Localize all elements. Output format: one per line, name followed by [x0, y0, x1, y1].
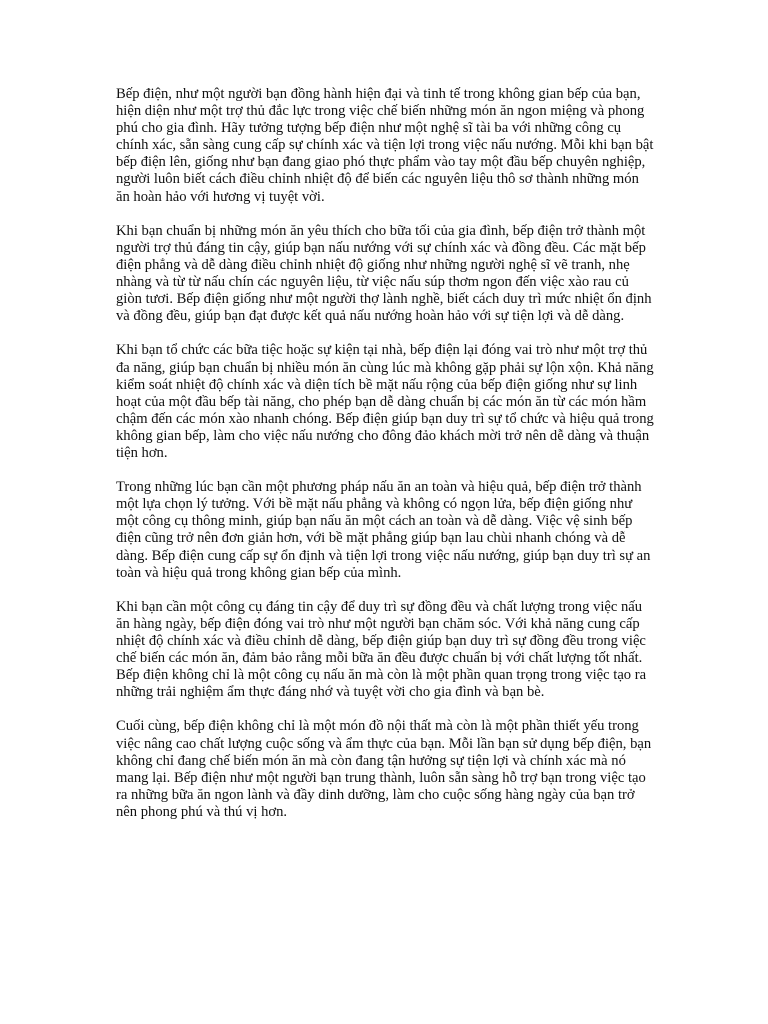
paragraph-5: Khi bạn cần một công cụ đáng tin cậy để duy trì sự đồng đều và chất lượng trong việc nấu ăn hàng ngày, bếp điện đóng vai trò như một người bạn chăm sóc. Với khả năng cung cấp nhiệt độ chính xác và điều chỉnh dễ dàng, bếp điện giúp bạn duy trì sự đồng đều trong việc chế biến các món ăn, đảm bảo rằng mỗi bữa ăn đều được chuẩn bị với chất lượng tốt nhất. Bếp điện không chỉ là một công cụ nấu ăn mà còn là một phần quan trọng trong việc tạo ra những trải nghiệm ẩm thực đáng nhớ và tuyệt vời cho gia đình và bạn bè.: [116, 598, 647, 701]
paragraph-6: Cuối cùng, bếp điện không chỉ là một món đồ nội thất mà còn là một phần thiết yếu trong việc nâng cao chất lượng cuộc sống và ẩm thực của bạn. Mỗi lần bạn sử dụng bếp điện, bạn không chỉ đang chế biến món ăn mà còn đang tận hưởng sự tiện lợi và chính xác mà nó mang lại. Bếp điện như một người bạn trung thành, luôn sẵn sàng hỗ trợ bạn trong việc tạo ra những bữa ăn ngon lành và đầy dinh dưỡng, làm cho cuộc sống hàng ngày của bạn trở nên phong phú và thú vị hơn.: [116, 718, 652, 820]
document-body: [116, 86, 654, 838]
paragraph-3: Khi bạn tổ chức các bữa tiệc hoặc sự kiện tại nhà, bếp điện lại đóng vai trò như một trợ thủ đa năng, giúp bạn chuẩn bị nhiều món ăn cùng lúc mà không gặp phải sự lộn xộn. Khả năng kiểm soát nhiệt độ chính xác và diện tích bề mặt nấu rộng của bếp điện giống như sự linh hoạt của một đầu bếp tài năng, cho phép bạn dễ dàng chuẩn bị các món ăn từ các món hầm chậm đến các món xào nhanh chóng. Bếp điện giúp bạn duy trì sự tổ chức và hiệu quả trong không gian bếp, làm cho việc nấu nướng cho đông đảo khách mời trở nên dễ dàng và thuận tiện hơn.: [116, 342, 654, 461]
paragraph-4: Trong những lúc bạn cần một phương pháp nấu ăn an toàn và hiệu quả, bếp điện trở thành một lựa chọn lý tưởng. Với bề mặt nấu phẳng và không có ngọn lửa, bếp điện giống như một công cụ thông minh, giúp bạn nấu ăn một cách an toàn và dễ dàng. Việc vệ sinh bếp điện cũng trở nên đơn giản hơn, với bề mặt phẳng giúp bạn lau chùi nhanh chóng và dễ dàng. Bếp điện cung cấp sự ổn định và tiện lợi trong việc nấu nướng, giúp bạn duy trì sự an toàn và hiệu quả trong không gian bếp của mình.: [116, 479, 651, 581]
paragraph-2: Khi bạn chuẩn bị những món ăn yêu thích cho bữa tối của gia đình, bếp điện trở thành một người trợ thủ đáng tin cậy, giúp bạn nấu nướng với sự chính xác và đồng đều. Các mặt bếp điện phẳng và dễ dàng điều chỉnh nhiệt độ giống như những người nghệ sĩ vẽ tranh, nhẹ nhàng và từ từ nấu chín các nguyên liệu, từ việc nấu súp thơm ngon đến việc xào rau củ giòn tươi. Bếp điện giống như một người thợ lành nghề, biết cách duy trì mức nhiệt ổn định và đồng đều, giúp bạn đạt được kết quả nấu nướng hoàn hảo với sự tiện lợi và dễ dàng.: [116, 222, 652, 325]
paragraph-1: Bếp điện, như một người bạn đồng hành hiện đại và tinh tế trong không gian bếp của bạn, hiện diện như một trợ thủ đắc lực trong việc chế biến những món ăn ngon miệng và phong phú cho gia đình. Hãy tưởng tượng bếp điện như một nghệ sĩ tài ba với những công cụ chính xác, sẵn sàng cung cấp sự chính xác và tiện lợi trong việc nấu nướng. Mỗi khi bạn bật bếp điện lên, giống như bạn đang giao phó thực phẩm vào tay một đầu bếp chuyên nghiệp, người luôn biết cách điều chỉnh nhiệt độ để biến các nguyên liệu thô sơ thành những món ăn hoàn hảo với hương vị tuyệt vời.: [116, 86, 654, 205]
